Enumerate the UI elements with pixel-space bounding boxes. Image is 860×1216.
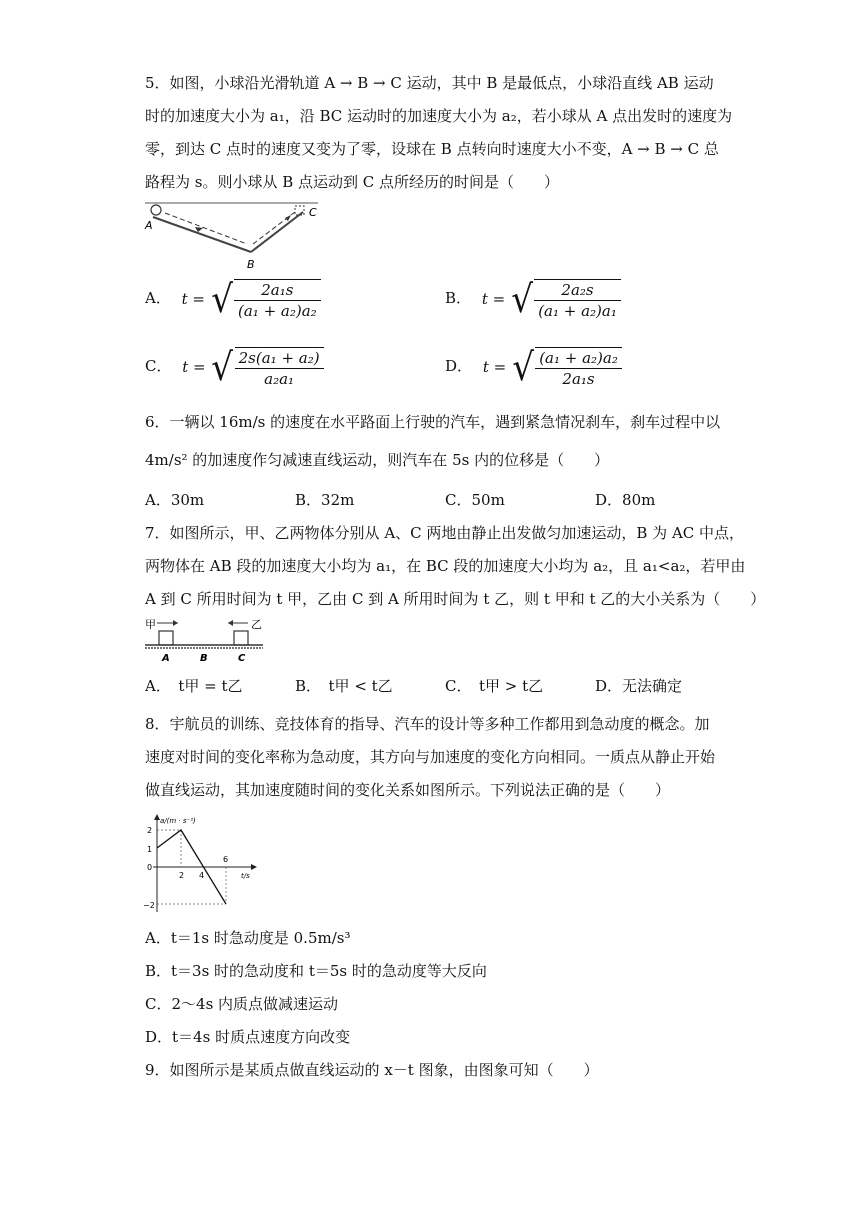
graph-tick-yneg2: −2: [143, 901, 155, 910]
q7-fig-label-c: C: [238, 653, 246, 663]
q7-option-c[interactable]: C． t甲 > t乙: [445, 677, 544, 695]
option-b-denominator: (a₁ + a₂)a₁: [538, 302, 617, 320]
sqrt-sign-icon: √ $\frac{\text{2s(a₁ + a₂)}}{\text{a₂a₁}}$: [210, 344, 323, 390]
option-c-lhs: t =: [182, 358, 206, 376]
q5-text-line-2: 时的加速度大小为 a₁，沿 BC 运动时的加速度大小为 a₂，若小球从 A 点出发时的速度为: [145, 107, 733, 125]
q5-option-a[interactable]: [145, 276, 321, 322]
option-a-label: A．: [145, 289, 171, 307]
q5-text-line-3: 零，到达 C 点时的速度又变为了零，设球在 B 点转向时速度大小不变，A → B → C 总: [145, 140, 719, 158]
option-d-lhs: t =: [482, 358, 507, 376]
graph-tick-x4: 4: [199, 871, 205, 880]
option-b-numerator: 2a₂s: [534, 280, 621, 301]
q5-fig-label-c: C: [309, 206, 317, 219]
option-b-label: B．: [445, 289, 472, 307]
option-d-label: D．: [445, 357, 473, 375]
q8-option-c[interactable]: C．2～4s 内质点做减速运动: [145, 995, 339, 1013]
q7-text-line-3: A 到 C 所用时间为 t 甲，乙由 C 到 A 所用时间为 t 乙，则 t 甲和 t 乙的大小关系为（ ）: [145, 590, 766, 608]
q7-fig-label-b: B: [200, 653, 208, 663]
option-d-denominator: 2a₁s: [562, 370, 595, 388]
sqrt-sign-icon: √ $\frac{\text{(a₁ + a₂)a₂}}{\text{2a₁s}}$: [511, 344, 622, 390]
q7-text-line-2: 两物体在 AB 段的加速度大小均为 a₁，在 BC 段的加速度大小均为 a₂，且 a₁<a₂，若甲由: [145, 557, 746, 575]
graph-tick-y1: 1: [147, 845, 153, 854]
graph-tick-x6: 6: [223, 855, 229, 864]
q7-option-d[interactable]: D．无法确定: [595, 677, 683, 695]
q8-acceleration-graph: [143, 812, 263, 916]
q8-option-a[interactable]: A．t＝1s 时急动度是 0.5m/s³: [145, 929, 351, 947]
q6-option-a[interactable]: A．30m: [145, 491, 205, 509]
option-c-label: C．: [145, 357, 172, 375]
q8-text-line-3: 做直线运动，其加速度随时间的变化关系如图所示。下列说法正确的是（ ）: [145, 781, 671, 799]
q5-fig-label-b: B: [247, 258, 255, 271]
q7-figure: [143, 617, 268, 663]
option-c-numerator: 2s(a₁ + a₂): [235, 348, 324, 369]
option-b-lhs: t =: [481, 290, 506, 308]
q5-option-b[interactable]: [445, 276, 621, 322]
q8-option-b[interactable]: B．t＝3s 时的急动度和 t＝5s 时的急动度等大反向: [145, 962, 487, 980]
q6-option-c[interactable]: C．50m: [445, 491, 505, 509]
q8-option-d[interactable]: D．t＝4s 时质点速度方向改变: [145, 1028, 351, 1046]
q5-option-d[interactable]: [445, 344, 622, 390]
option-d-numerator: (a₁ + a₂)a₂: [535, 348, 622, 369]
graph-xlabel: t/s: [241, 872, 250, 880]
q7-fig-label-yi: 乙: [251, 618, 262, 631]
option-a-numerator: 2a₁s: [234, 280, 321, 301]
graph-ylabel: a/(m · s⁻²): [160, 817, 196, 825]
q5-text-line-1: 5．如图，小球沿光滑轨道 A → B → C 运动，其中 B 是最低点，小球沿直线 AB 运动: [145, 74, 714, 92]
q7-text-line-1: 7．如图所示，甲、乙两物体分别从 A、C 两地由静止出发做匀加速运动，B 为 AC 中点，: [145, 524, 745, 542]
graph-tick-y0: 0: [147, 863, 153, 872]
option-a-lhs: t =: [181, 290, 205, 308]
graph-tick-y2: 2: [147, 826, 153, 835]
q9-text-line-1: 9．如图所示是某质点做直线运动的 x－t 图象，由图象可知（ ）: [145, 1061, 599, 1079]
q7-fig-label-jia: 甲: [145, 618, 156, 631]
q7-option-a[interactable]: A． t甲 = t乙: [145, 677, 243, 695]
q8-text-line-1: 8．宇航员的训练、竞技体育的指导、汽车的设计等多种工作都用到急动度的概念。加: [145, 715, 710, 733]
q6-option-d[interactable]: D．80m: [595, 491, 656, 509]
graph-tick-x2: 2: [179, 871, 185, 880]
q6-text-line-2: 4m/s² 的加速度作匀减速直线运动，则汽车在 5s 内的位移是（ ）: [145, 451, 610, 469]
q5-text-line-4: 路程为 s。则小球从 B 点运动到 C 点所经历的时间是（ ）: [145, 173, 560, 191]
q7-fig-label-a: A: [162, 653, 170, 663]
sqrt-sign-icon: √ $\frac{\text{2a₂s}}{\text{(a₁ + a₂)a₁}}$: [510, 276, 621, 322]
q6-option-b[interactable]: B．32m: [295, 491, 355, 509]
q6-text-line-1: 6．一辆以 16m/s 的速度在水平路面上行驶的汽车，遇到紧急情况刹车，刹车过程中以: [145, 413, 721, 431]
option-a-denominator: (a₁ + a₂)a₂: [238, 302, 317, 320]
q7-option-b[interactable]: B． t甲 < t乙: [295, 677, 393, 695]
sqrt-sign-icon: √ $\frac{\text{2a₁s}}{\text{(a₁ + a₂)a₂}}$: [210, 276, 321, 322]
q5-track-figure: [143, 200, 323, 272]
q8-text-line-2: 速度对时间的变化率称为急动度，其方向与加速度的变化方向相同。一质点从静止开始: [145, 748, 716, 766]
q5-fig-label-a: A: [145, 219, 153, 232]
option-c-denominator: a₂a₁: [264, 370, 295, 388]
q5-option-c[interactable]: [145, 344, 324, 390]
